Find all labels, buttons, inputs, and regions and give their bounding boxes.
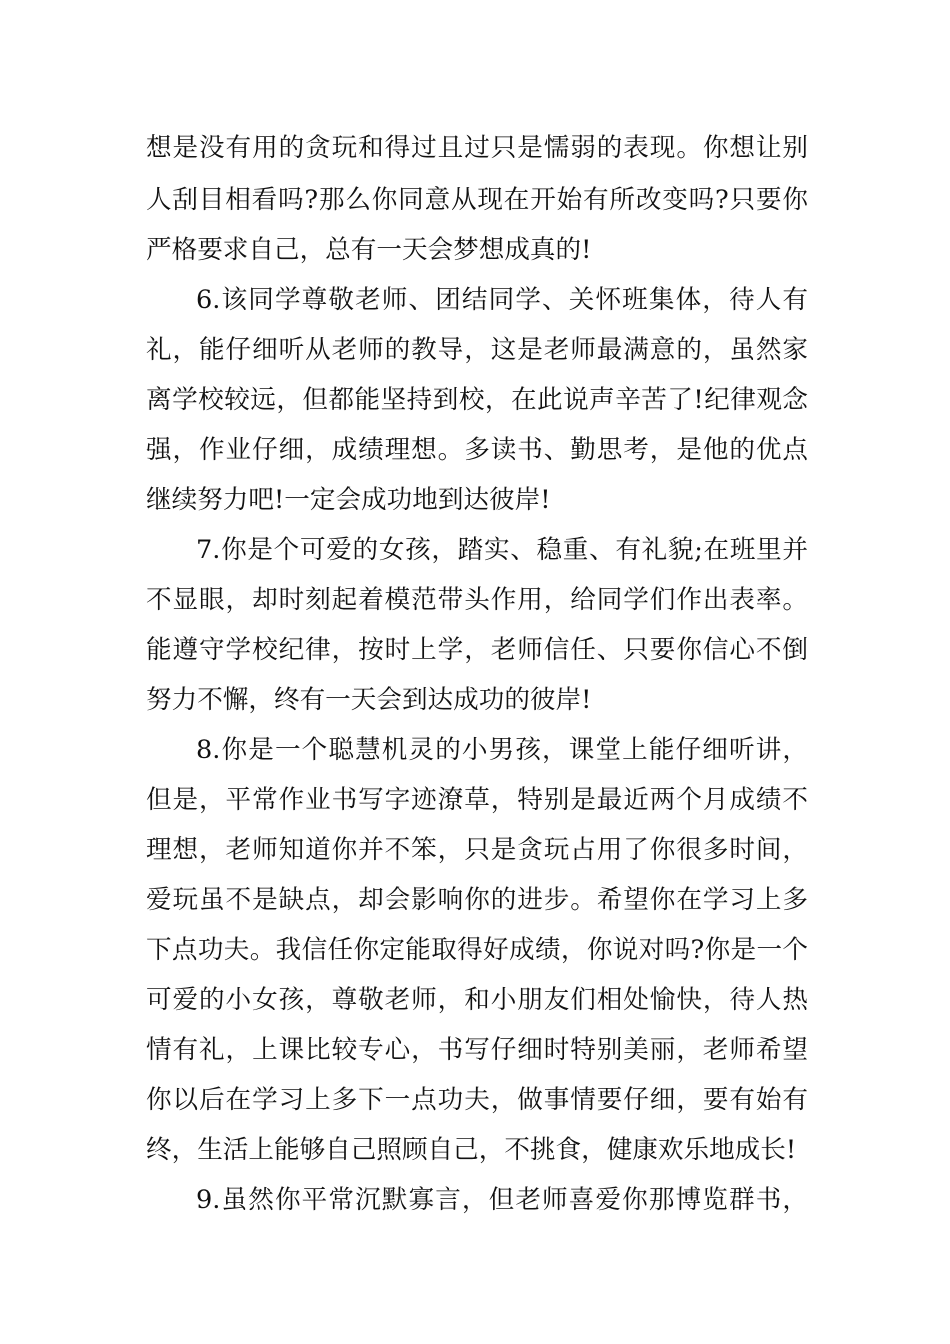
text-line: 努力不懈，终有一天会到达成功的彼岸!: [146, 685, 592, 715]
text-line: 人刮目相看吗?那么你同意从现在开始有所改变吗?只要你: [146, 185, 808, 215]
text-line: 但是，平常作业书写字迹潦草，特别是最近两个月成绩不: [146, 785, 808, 815]
text-line: 9.虽然你平常沉默寡言，但老师喜爱你那博览群书，: [196, 1185, 808, 1215]
text-line: 不显眼，却时刻起着模范带头作用，给同学们作出表率。: [146, 585, 808, 615]
text-line: 严格要求自己，总有一天会梦想成真的!: [146, 235, 592, 265]
text-line: 继续努力吧!一定会成功地到达彼岸!: [146, 485, 551, 515]
text-line: 下点功夫。我信任你定能取得好成绩，你说对吗?你是一个: [146, 935, 808, 965]
text-line: 想是没有用的贪玩和得过且过只是懦弱的表现。你想让别: [146, 133, 808, 163]
text-line: 你以后在学习上多下一点功夫，做事情要仔细，要有始有: [146, 1085, 808, 1115]
text-line: 爱玩虽不是缺点，却会影响你的进步。希望你在学习上多: [146, 885, 808, 915]
text-line: 离学校较远，但都能坚持到校，在此说声辛苦了!纪律观念: [146, 385, 808, 415]
text-line: 能遵守学校纪律，按时上学，老师信任、只要你信心不倒: [146, 635, 808, 665]
text-line: 8.你是一个聪慧机灵的小男孩，课堂上能仔细听讲，: [196, 735, 808, 765]
text-line: 理想，老师知道你并不笨，只是贪玩占用了你很多时间，: [146, 835, 808, 865]
text-line: 礼，能仔细听从老师的教导，这是老师最满意的，虽然家: [146, 335, 808, 365]
text-line: 可爱的小女孩，尊敬老师，和小朋友们相处愉快，待人热: [146, 985, 808, 1015]
text-line: 6.该同学尊敬老师、团结同学、关怀班集体，待人有: [196, 285, 808, 315]
text-line: 情有礼，上课比较专心，书写仔细时特别美丽，老师希望: [146, 1035, 808, 1065]
text-line: 强，作业仔细，成绩理想。多读书、勤思考，是他的优点: [146, 435, 808, 465]
text-line: 7.你是个可爱的女孩，踏实、稳重、有礼貌;在班里并: [196, 535, 808, 565]
text-line: 终，生活上能够自己照顾自己，不挑食，健康欢乐地成长!: [146, 1135, 797, 1165]
